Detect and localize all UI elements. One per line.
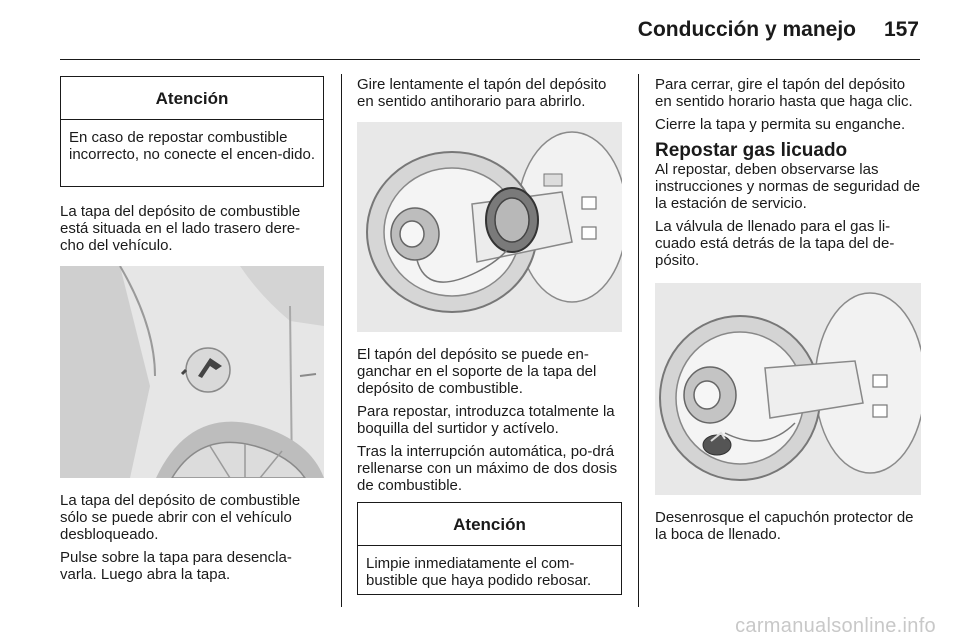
column-divider-2	[638, 74, 639, 607]
paragraph: La tapa del depósito de combustible está situada en el lado trasero dere-cho del vehículo.	[60, 203, 301, 254]
column-divider-1	[341, 74, 342, 607]
paragraph: Al repostar, deben observarse las instrucciones y normas de seguridad de la estación de servicio.	[655, 161, 921, 212]
paragraph: Para cerrar, gire el tapón del depósito en sentido horario hasta que haga clic.	[655, 76, 913, 110]
header-title: Conducción y manejo	[637, 18, 856, 41]
warning-text: Limpie inmediatamente el com-bustible que haya podido rebosar.	[366, 555, 592, 589]
fuel-cap-open-illustration	[357, 122, 622, 332]
warning-box	[60, 76, 324, 187]
paragraph: La válvula de llenado para el gas li-cuado está detrás de la tapa del de-pósito.	[655, 218, 895, 269]
warning-box	[357, 502, 622, 595]
paragraph: Desenrosque el capuchón protector de la boca de llenado.	[655, 509, 914, 543]
paragraph: El tapón del depósito se puede en-ganchar en el soporte de la tapa del depósito de combustible.	[357, 346, 597, 397]
car-fuel-door-illustration	[60, 266, 324, 478]
paragraph: Pulse sobre la tapa para desencla-varla. Luego abra la tapa.	[60, 549, 292, 583]
page-number: 157	[883, 18, 919, 41]
paragraph: Tras la interrupción automática, po-drá rellenarse con un máximo de dos dosis de combustible.	[357, 443, 618, 494]
gas-filling-valve-illustration	[655, 283, 921, 495]
paragraph: Gire lentamente el tapón del depósito en sentido antihorario para abrirlo.	[357, 76, 607, 110]
header-divider	[60, 59, 920, 60]
warning-text: En caso de repostar combustible incorrecto, no conecte el encen-dido.	[69, 129, 315, 163]
paragraph: Cierre la tapa y permita su enganche.	[655, 116, 906, 133]
paragraph: La tapa del depósito de combustible sólo se puede abrir con el vehículo desbloqueado.	[60, 492, 301, 543]
column-3	[655, 76, 921, 549]
section-heading: Repostar gas licuado	[655, 140, 848, 161]
column-1	[60, 76, 324, 589]
page-header	[0, 0, 960, 60]
column-2	[357, 76, 622, 595]
warning-title: Atención	[358, 503, 621, 546]
warning-title: Atención	[61, 77, 323, 120]
paragraph: Para repostar, introduzca totalmente la boquilla del surtidor y actívelo.	[357, 403, 615, 437]
watermark: carmanualsonline.info	[735, 615, 936, 637]
